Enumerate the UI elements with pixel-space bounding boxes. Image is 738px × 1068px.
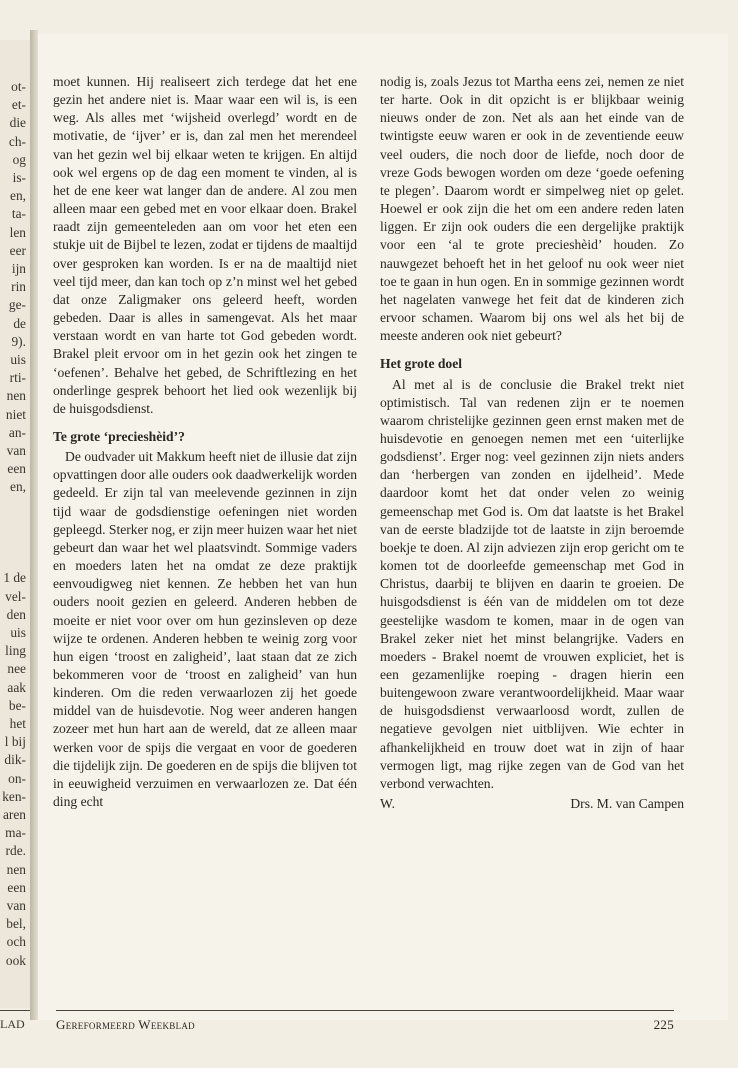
magazine-page (38, 34, 728, 1020)
article-column-left (53, 73, 357, 811)
publication-name: Gereformeerd Weekblad (56, 1017, 195, 1032)
adjacent-page-text-fragment: be- (8, 697, 26, 713)
adjacent-page-text-fragment: ijn (11, 261, 26, 276)
adjacent-page-text-fragment: aak (7, 679, 26, 695)
adjacent-page-text-fragment: ta- (11, 206, 26, 222)
adjacent-page-text-fragment: ken- (2, 788, 26, 804)
adjacent-page-text-fragment: 9). (11, 333, 26, 349)
adjacent-page-text-fragment: nen (6, 388, 26, 404)
adjacent-page-text-fragment: och (6, 934, 26, 950)
adjacent-page-text-fragment: rin (11, 279, 26, 295)
adjacent-page-text-fragment: vel- (5, 588, 26, 604)
article-column-right (380, 73, 684, 813)
adjacent-page-text-fragment: len (9, 224, 26, 240)
author-signature (380, 795, 684, 813)
adjacent-page-text-fragment: eer (9, 242, 26, 258)
adjacent-page-text-fragment: rde. (5, 843, 26, 859)
section-heading: Het grote doel (380, 356, 463, 372)
adjacent-page-text-fragment: uis (10, 352, 26, 367)
adjacent-page-text-fragment: nen (6, 861, 26, 877)
adjacent-page-text-fragment: ge- (8, 297, 26, 313)
adjacent-page-text-fragment: rti- (9, 370, 26, 386)
adjacent-page-text-fragment: van (6, 443, 26, 458)
adjacent-page-footer-fragment: LAD (0, 1010, 30, 1032)
adjacent-page-text-fragment: bel, (6, 916, 26, 932)
paragraph: De oudvader uit Makkum heeft niet de illusie dat zijn opvattingen door alle ouders ook daadwerkelijk worden gedeeld. Er zijn tal van meelevende gezinnen in zijn tijd waar de godsdienstige oefeningen niet worden gepleegd. Sterker nog, er zijn meer huizen waar het niet gebeurt dan waar het wel plaatsvindt. Sommige vaders en moeders laten het na omdat ze deze praktijk eenvoudigweg niet kennen. Ze hebben het van hun ouders nooit gezien en geleerd. Anderen hebben de moeite er niet voor over om hun gezinsleven op deze wijze te ordenen. Anderen hebben te weinig zorg voor hun eigen ‘troost en zaligheid’, laat staan dat ze zich bekommeren voor de ‘troost en zaligheid’ van hun kinderen. Om die reden verwaarlozen zij het goede middel van de huisdevotie. Nog weer anderen hangen zozeer met hun hart aan de wereld, dat ze alleen maar werken voor de spijs die vergaat en voor de goederen die tijdelijk zijn. De goederen en de spijs die blijven tot in eeuwigheid verzuimen en verwaarlozen ze. Dat één ding echt (53, 449, 357, 810)
adjacent-page-text-fragment: et- (11, 97, 26, 113)
adjacent-page-text-fragment: van (6, 898, 26, 913)
adjacent-page-text-fragment: ot- (11, 79, 26, 94)
adjacent-page-text-fragment: ling (5, 643, 26, 659)
adjacent-page-text-fragment: ch- (8, 133, 26, 149)
adjacent-page-text-fragment: de (13, 315, 26, 331)
adjacent-page-text-fragment: ma- (5, 825, 26, 841)
adjacent-page-text-fragment: een (7, 879, 26, 895)
adjacent-page-text-fragment: dik- (4, 752, 26, 768)
adjacent-page-text-fragment: l bij (4, 734, 26, 750)
adjacent-page-text-fragment: en, (10, 479, 26, 495)
adjacent-page-text-fragment: an- (8, 424, 26, 440)
page-number: 225 (653, 1017, 674, 1032)
signature-author: Drs. M. van Campen (570, 796, 684, 812)
adjacent-page-text-fragment: niet (5, 406, 26, 422)
adjacent-page-text-fragment: 1 de (3, 570, 26, 586)
signature-initial: W. (380, 796, 395, 812)
page-footer (56, 1010, 674, 1033)
adjacent-page-edge (0, 40, 30, 1008)
adjacent-page-text-fragment: die (9, 115, 26, 131)
paragraph: Al met al is de conclusie die Brakel trekt niet optimistisch. Tal van redenen zijn er te noemen waarom christelijke gezinnen geen ernst maken met de huisdevotie en genoegen nemen met een ‘uiterlijke godsdienst’. Erger nog: veel gezinnen zijn niets anders dan ‘herbergen van zonden en ijdelheid’. Mede daardoor komt het dat onder velen zo weinig gemeenschap met God is. Om dat laatste is het Brakel van de eerste bladzijde tot de laatste in zijn beroemde boekje te doen. Al zijn adviezen zijn erop gericht om te komen tot de doorleefde gemeenschap met God in Christus, daarbij te blijven en daarin te groeien. De huisgodsdienst is één van de middelen om tot deze geestelijke wasdom te komen, maar in de ogen van Brakel zeker niet het minst belangrijke. Vaders en moeders - Brakel noemt de vrouwen expliciet, het is een gezamenlijke roeping - dragen hierin een buitengewoon zware verantwoordelijkheid. Maar waar de huisgodsdienst verwaarloosd wordt, zullen de negatieve gevolgen niet uitblijven. Wie echter in afhankelijkheid en trouw doet wat in zijn of haar vermogen ligt, mag rijke zegen van de God van het verbond verwachten. (380, 376, 684, 791)
adjacent-page-text-fragment: een (7, 461, 26, 477)
adjacent-page-text-fragment: en, (10, 188, 26, 204)
page-gutter (30, 30, 38, 1020)
paragraph: moet kunnen. Hij realiseert zich terdege dat het ene gezin het andere niet is. Maar waar een wil is, is een weg. Als alles met ‘wijsheid overlegd’ wordt en de motivatie, de ‘ijver’ er is, dan zal men het merendeel van het gezin wel bij elkaar weten te krijgen. En altijd ook wel ergens op de dag een moment te vinden, al is het de ene keer wat langer dan de andere. Al zou men alleen maar een gebed met en voor elkaar doen. Brakel raadt zijn gemeenteleden aan om voor het eten een stukje uit de Bijbel te lezen, zodat er tijdens de maaltijd over gesproken kan worden. Is er na de maaltijd niet veel tijd meer, dan kan toch op z’n minst wel het gebed dat onze Zaligmaker ons geleerd heeft, worden gebeden. Daar is alles in samengevat. Als het maar verstaan wordt en van harte tot God gebeden wordt. Brakel pleit ervoor om in het gezin ook het zingen te ‘oefenen’. Behalve het gebed, de Schriftlezing en het onderlinge gesprek behoort het lied ook wezenlijk bij de huisgodsdienst. (53, 74, 357, 416)
section-heading: Te grote ‘precieshèid’? (53, 428, 185, 444)
adjacent-page-text-fragment: aren (2, 807, 26, 822)
adjacent-page-text-fragment: uis (10, 625, 26, 640)
adjacent-page-text-fragment: ook (5, 952, 26, 968)
adjacent-page-text-fragment: is- (12, 170, 26, 185)
adjacent-page-text-fragment: on- (8, 770, 26, 786)
adjacent-page-text-fragment: den (6, 606, 26, 622)
adjacent-page-text-fragment: het (9, 716, 26, 731)
adjacent-page-text-fragment: nee (7, 661, 26, 677)
adjacent-page-text-fragment: og (12, 151, 26, 167)
paragraph: nodig is, zoals Jezus tot Martha eens zei, nemen ze niet ter harte. Ook in dit opzicht is er blijkbaar weinig nieuws onder de zon. Net als aan het einde van de twintigste eeuw waren er ook in de zeventiende eeuw veel ouders, die noch door de liefde, noch door de vreze Gods bewogen worden om deze ‘goede oefening te plegen’. Daarom wordt er simpelweg niet op gelet. Hoewel er ook zijn die het om een andere reden laten liggen. Er zijn ook ouders die een dergelijke praktijk voor een ‘al te grote precieshèid’ houden. Zo nauwgezet behoeft het in het geloof nu ook weer niet toe te gaan in hun ogen. En in sommige gezinnen wordt het nagelaten vanwege het feit dat de kinderen zich ervoor schamen. Waarom bij ons wel als het bij de meeste anderen ook niet gebeurt? (380, 74, 684, 344)
